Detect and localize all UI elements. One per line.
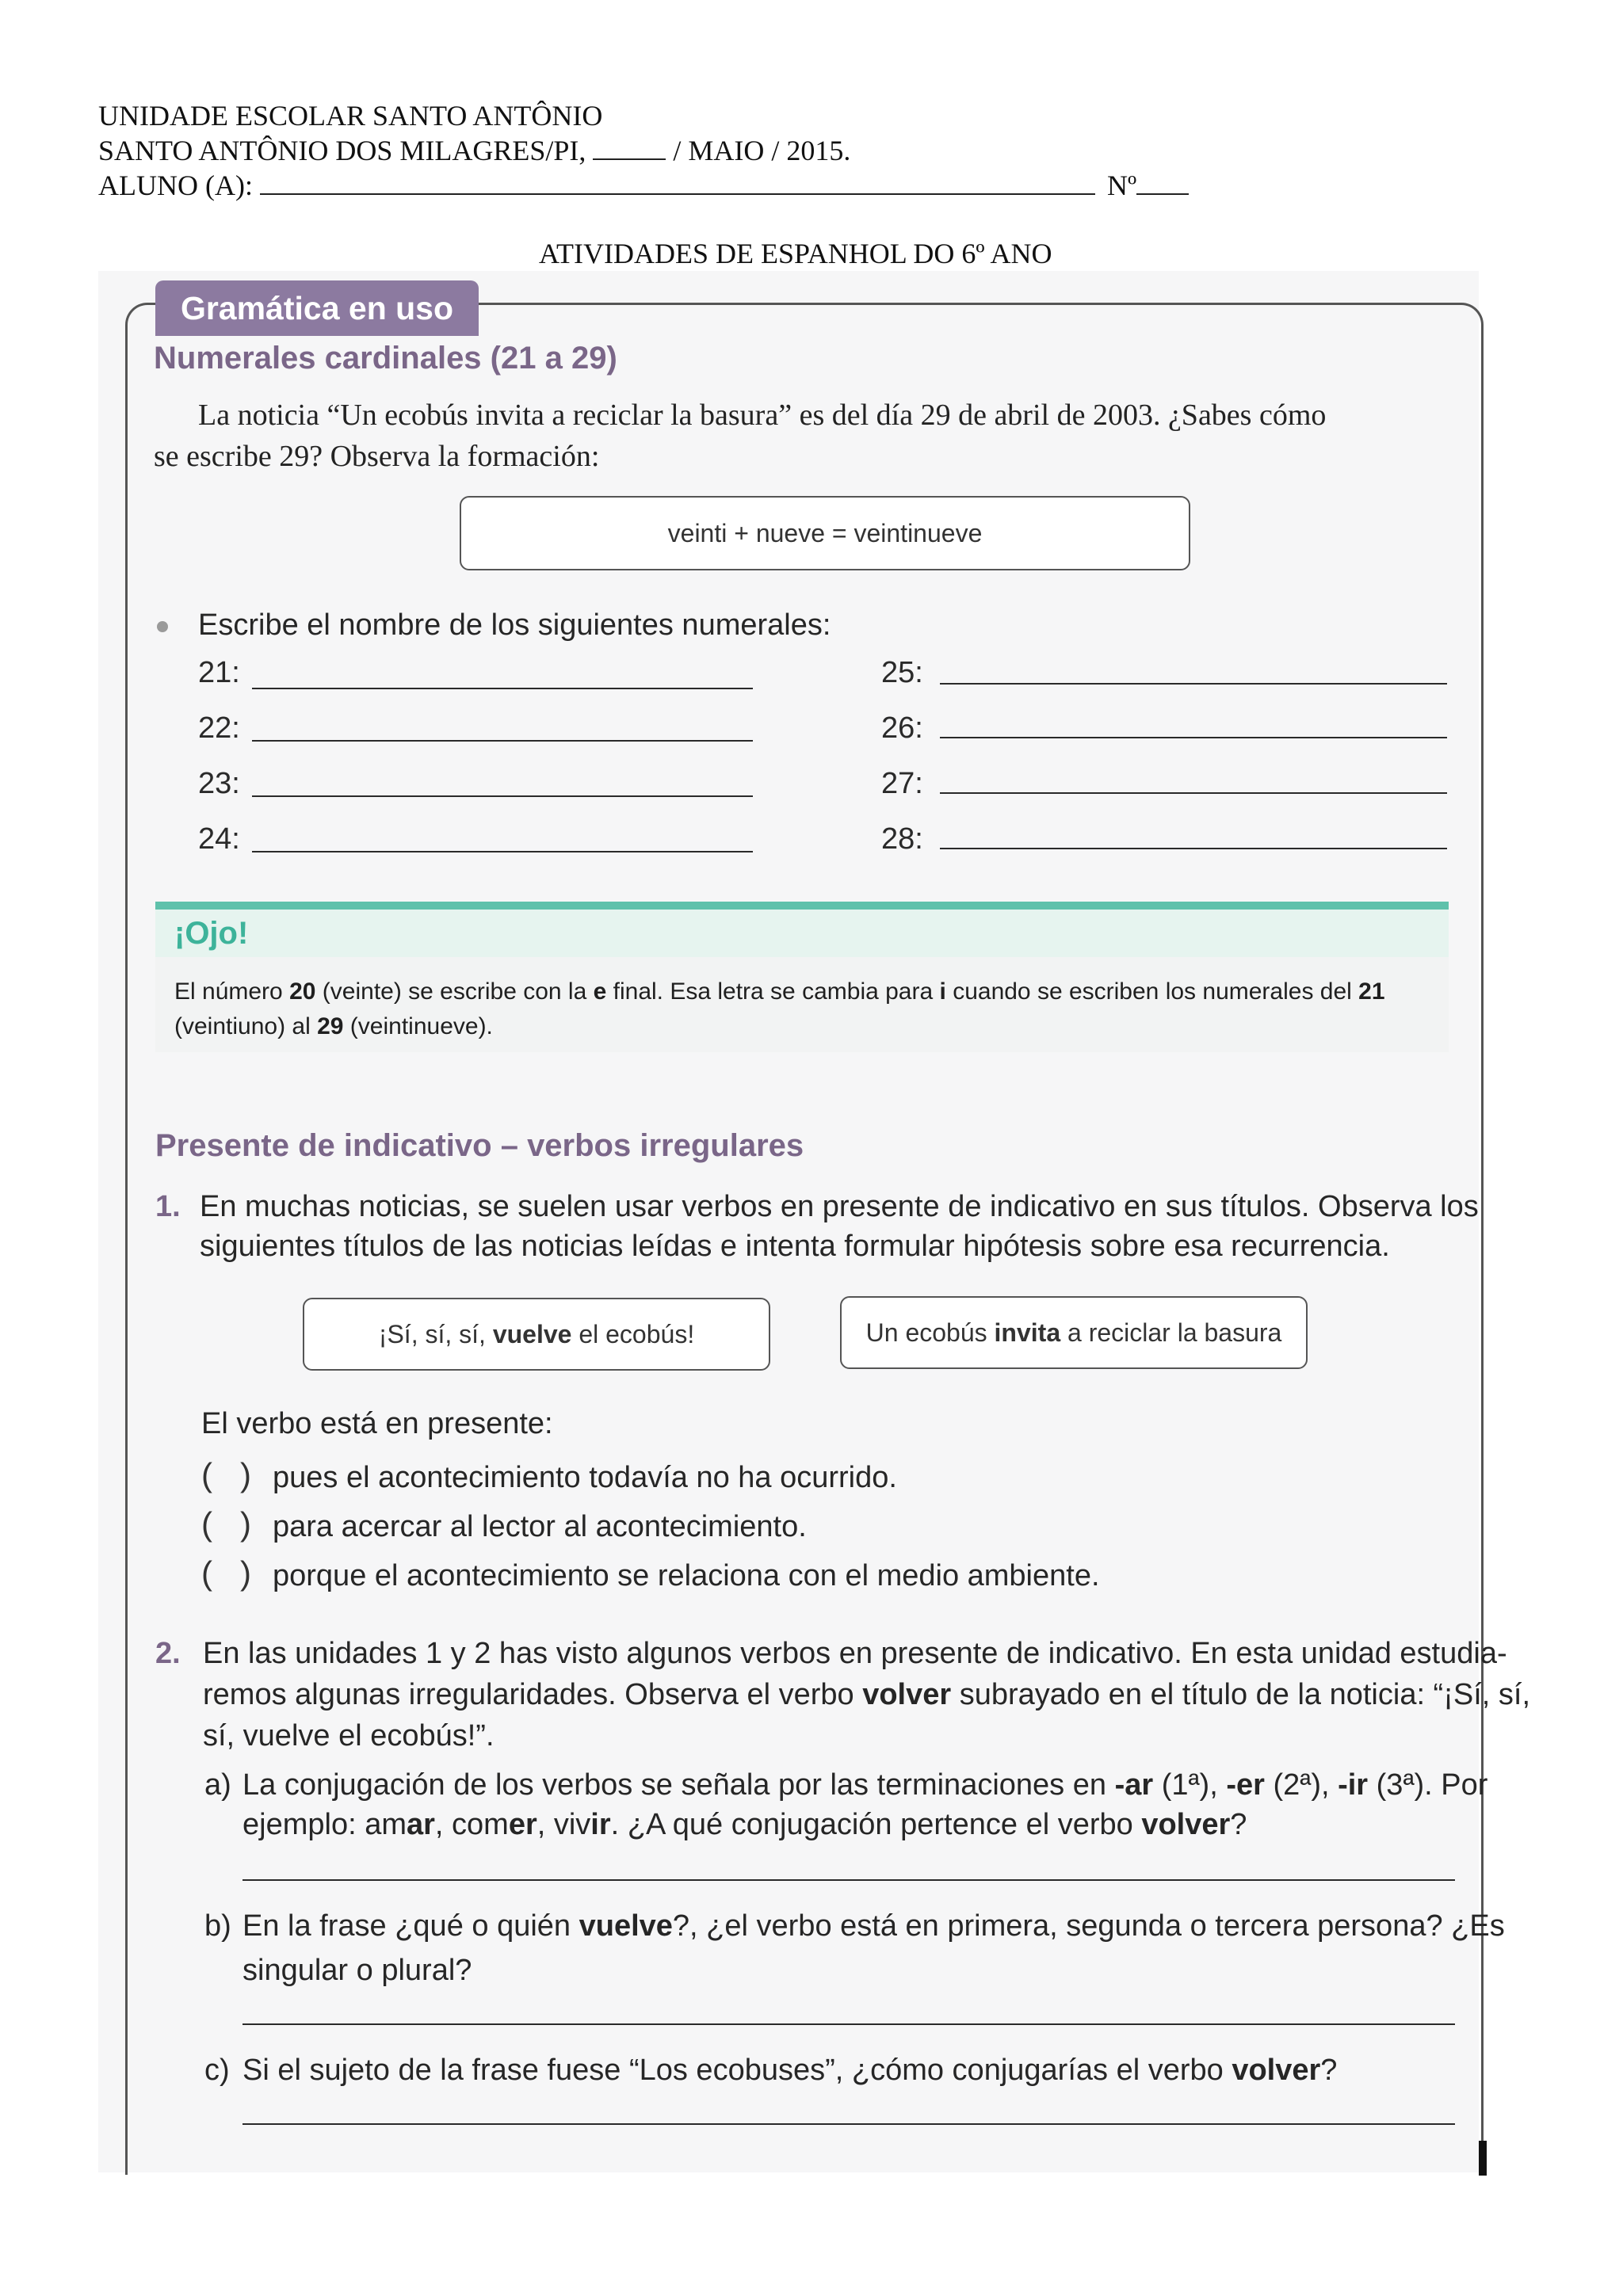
student-label: ALUNO (A): (98, 170, 253, 201)
place-label: SANTO ANTÔNIO DOS MILAGRES/PI, (98, 135, 586, 166)
option-text: porque el acontecimiento se relaciona con el medio ambiente. (273, 1559, 1100, 1592)
numeral-label: 28: (881, 822, 923, 856)
student-line (98, 168, 1189, 203)
answer-line-27[interactable] (940, 792, 1447, 794)
ending-ar: ar (406, 1808, 435, 1841)
day-blank[interactable] (593, 135, 666, 160)
item-text: ? (1230, 1808, 1247, 1841)
item-text: La conjugación de los verbos se señala por las terminaciones en (242, 1768, 1115, 1802)
headline-text: a reciclar la basura (1060, 1318, 1282, 1347)
option-checkbox[interactable]: ( ) (201, 1456, 251, 1493)
ojo-number-20: 20 (289, 978, 316, 1005)
ojo-text: (veintinueve). (343, 1013, 493, 1039)
answer-line-b[interactable] (242, 2023, 1455, 2025)
numeral-label: 26: (881, 711, 923, 745)
student-name-blank[interactable] (260, 170, 1095, 195)
numeral-label: 27: (881, 767, 923, 800)
numeral-label: 24: (198, 822, 240, 856)
q1-line-2: siguientes títulos de las noticias leídas e intenta formular hipótesis sobre esa recurrencia. (200, 1230, 1390, 1263)
formula-box: veinti + nueve = veintinueve (460, 496, 1190, 570)
verb-volver: volver (1232, 2054, 1321, 2087)
ending-er: -er (1226, 1768, 1265, 1802)
option-checkbox[interactable]: ( ) (201, 1505, 251, 1543)
ojo-letter-e: e (593, 978, 607, 1005)
student-number-blank[interactable] (1136, 170, 1189, 195)
answer-line-25[interactable] (940, 683, 1447, 685)
item-text: , viv (537, 1808, 591, 1841)
option-checkbox[interactable]: ( ) (201, 1554, 251, 1592)
item-text: . ¿A qué conjugación pertence el verbo (610, 1808, 1142, 1841)
item-c-label: c) (204, 2054, 230, 2087)
headline-text: el ecobús! (571, 1320, 695, 1348)
q2-text: remos algunas irregularidades. Observa el verbo (203, 1678, 863, 1711)
ojo-text: (veinte) se escribe con la (315, 978, 594, 1005)
bullet-icon (157, 621, 168, 632)
numeral-label: 23: (198, 767, 240, 800)
scan-edge-mark (1479, 2141, 1487, 2176)
numeral-label: 25: (881, 656, 923, 689)
headline-verb: invita (994, 1318, 1061, 1347)
option-text: para acercar al lector al acontecimiento. (273, 1510, 807, 1543)
question-number: 1. (155, 1190, 181, 1223)
ojo-letter-i: i (939, 978, 946, 1005)
ojo-text-line-1 (174, 974, 1385, 1009)
intro-line-1: La noticia “Un ecobús invita a reciclar la basura” es del día 29 de abril de 2003. ¿Sabes cómo (198, 399, 1327, 432)
answer-line-a[interactable] (242, 1879, 1455, 1881)
item-text: (2ª), (1264, 1768, 1338, 1802)
gramatica-tab: Gramática en uso (155, 280, 479, 336)
headline-text: ¡Sí, sí, sí, (378, 1320, 493, 1348)
item-text: ?, ¿el verbo está en primera, segunda o tercera persona? ¿Es (672, 1909, 1505, 1943)
headline-box-1 (303, 1298, 770, 1371)
intro-line-2: se escribe 29? Observa la formación: (154, 440, 600, 473)
answer-line-21[interactable] (252, 688, 753, 689)
ojo-header-band (155, 910, 1449, 957)
ojo-text: (veintiuno) al (174, 1013, 318, 1039)
option-text: pues el acontecimiento todavía no ha ocurrido. (273, 1461, 897, 1494)
item-text: (1ª), (1153, 1768, 1227, 1802)
answer-line-22[interactable] (252, 740, 753, 742)
ending-er: er (508, 1808, 537, 1841)
answer-line-23[interactable] (252, 795, 753, 797)
q2-line-2 (203, 1673, 1530, 1716)
answer-line-26[interactable] (940, 737, 1447, 738)
headline-text: Un ecobús (865, 1318, 995, 1347)
q2-text: subrayado en el título de la noticia: “¡Sí, sí, (951, 1678, 1531, 1711)
presente-title: Presente de indicativo – verbos irregulares (155, 1128, 804, 1163)
item-b-line-2: singular o plural? (242, 1954, 472, 1987)
item-text: ? (1320, 2054, 1338, 2087)
numeral-label: 22: (198, 711, 240, 745)
numeral-label: 21: (198, 656, 240, 689)
verb-volver: volver (1141, 1808, 1231, 1841)
activity-title: ATIVIDADES DE ESPANHOL DO 6º ANO (539, 238, 1052, 269)
q2-verb: volver (862, 1678, 952, 1711)
headline-verb: vuelve (492, 1320, 572, 1348)
ojo-text: cuando se escriben los numerales del (945, 978, 1359, 1005)
ending-ar: -ar (1114, 1768, 1154, 1802)
q2-line-3: sí, vuelve el ecobús!”. (203, 1719, 495, 1753)
answer-line-24[interactable] (252, 851, 753, 852)
ojo-text: El número (174, 978, 290, 1005)
item-a-line-1 (242, 1764, 1487, 1806)
verb-vuelve: vuelve (579, 1909, 673, 1943)
place-date-line (98, 133, 850, 168)
verb-prompt: El verbo está en presente: (201, 1407, 553, 1440)
item-text: , com (434, 1808, 509, 1841)
item-b-line-1 (242, 1905, 1505, 1947)
headline-box-2 (840, 1296, 1308, 1369)
ojo-title: ¡Ojo! (174, 916, 249, 951)
ojo-text-line-2 (174, 1009, 493, 1044)
item-text: ejemplo: am (242, 1808, 407, 1841)
ojo-text: final. Esa letra se cambia para (606, 978, 940, 1005)
item-a-line-2 (242, 1803, 1247, 1846)
school-name: UNIDADE ESCOLAR SANTO ANTÔNIO (98, 100, 603, 132)
ending-ir: -ir (1338, 1768, 1369, 1802)
numerales-title: Numerales cardinales (21 a 29) (154, 341, 617, 376)
item-b-label: b) (204, 1909, 231, 1943)
month-year: / MAIO / 2015. (673, 135, 851, 166)
item-a-label: a) (204, 1768, 231, 1802)
item-text: Si el sujeto de la frase fuese “Los ecobuses”, ¿cómo conjugarías el verbo (242, 2054, 1232, 2087)
bullet-instruction: Escribe el nombre de los siguientes numerales: (198, 608, 831, 642)
answer-line-c[interactable] (242, 2123, 1455, 2125)
ojo-number-29: 29 (317, 1013, 344, 1039)
ojo-accent-bar (155, 902, 1449, 910)
question-number: 2. (155, 1637, 181, 1670)
q2-line-1: En las unidades 1 y 2 has visto algunos verbos en presente de indicativo. En esta unidad estudia- (203, 1637, 1507, 1670)
item-text: En la frase ¿qué o quién (242, 1909, 579, 1943)
ending-ir: ir (590, 1808, 611, 1841)
number-label: Nº (1106, 170, 1137, 201)
q1-line-1: En muchas noticias, se suelen usar verbos en presente de indicativo en sus títulos. Observa los (200, 1190, 1479, 1223)
item-text: (3ª). Por (1368, 1768, 1488, 1802)
answer-line-28[interactable] (940, 848, 1447, 849)
ojo-number-21: 21 (1358, 978, 1385, 1005)
item-c-line-1 (242, 2049, 1337, 2092)
